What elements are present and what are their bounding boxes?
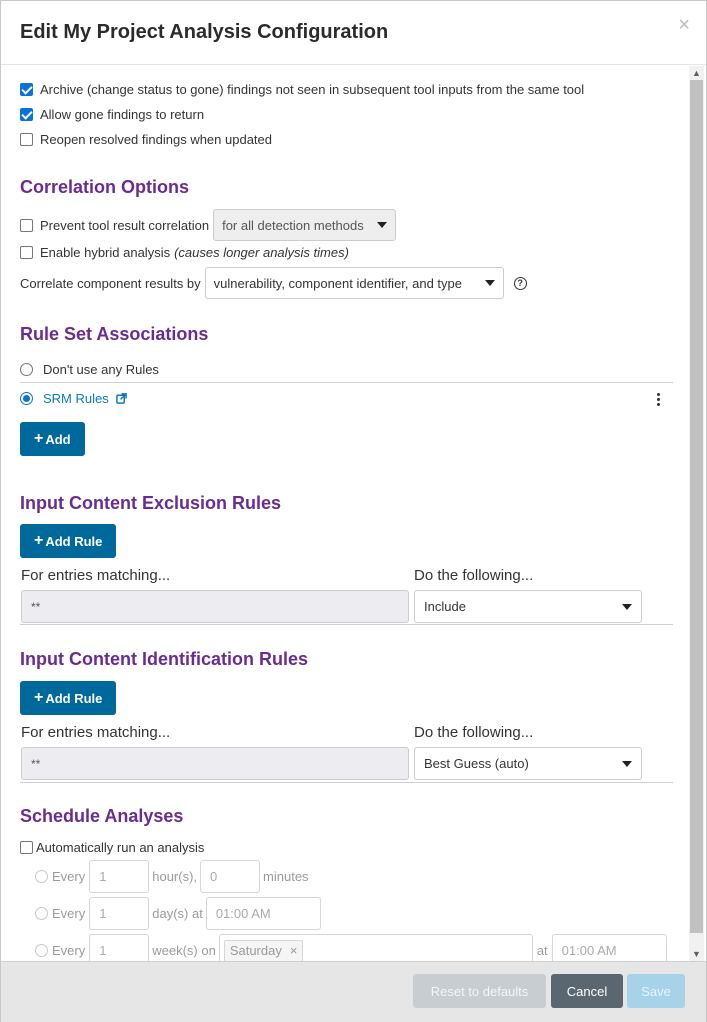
weekly-every-label: Every bbox=[52, 943, 86, 958]
remove-tag-icon[interactable]: × bbox=[289, 943, 298, 958]
days-label: day(s) at bbox=[152, 906, 203, 921]
exclusion-action-select[interactable] bbox=[414, 590, 642, 623]
scroll-up-icon[interactable]: ▲ bbox=[692, 68, 701, 78]
identification-action-header: Do the following... bbox=[414, 724, 534, 741]
close-icon[interactable]: × bbox=[678, 14, 690, 36]
correlate-by-row bbox=[20, 267, 527, 299]
hourly-every-label: Every bbox=[52, 869, 86, 884]
plus-icon: + bbox=[34, 689, 44, 706]
reopen-resolved-label: Reopen resolved findings when updated bbox=[40, 132, 273, 147]
more-options-icon[interactable] bbox=[657, 393, 661, 408]
identification-pattern-input[interactable]: ** bbox=[21, 747, 409, 780]
schedule-weekly-row bbox=[35, 934, 667, 961]
hybrid-analysis-checkbox[interactable] bbox=[20, 246, 33, 259]
hybrid-analysis-row bbox=[20, 245, 349, 260]
divider bbox=[20, 382, 673, 383]
auto-run-checkbox[interactable] bbox=[20, 841, 33, 854]
prevent-correlation-label: Prevent tool result correlation bbox=[40, 217, 210, 233]
identification-rules-title: Input Content Identification Rules bbox=[20, 649, 308, 669]
weekday-select[interactable] bbox=[219, 934, 533, 961]
correlate-by-select[interactable] bbox=[205, 267, 504, 299]
external-link-icon bbox=[116, 393, 127, 404]
prevent-correlation-checkbox[interactable] bbox=[20, 219, 33, 232]
add-exclusion-rule-label: Add Rule bbox=[45, 533, 103, 549]
schedule-analyses-title: Schedule Analyses bbox=[20, 806, 184, 826]
schedule-daily-row bbox=[35, 897, 321, 930]
detection-methods-select[interactable] bbox=[213, 209, 396, 241]
srm-rules-row bbox=[20, 391, 127, 406]
archive-findings-row bbox=[20, 82, 584, 97]
schedule-hourly-row bbox=[35, 860, 309, 893]
save-button[interactable]: Save bbox=[627, 974, 685, 1008]
add-rule-set-label: Add bbox=[45, 431, 71, 447]
identification-match-header: For entries matching... bbox=[21, 724, 171, 741]
exclusion-pattern-input[interactable]: ** bbox=[21, 590, 409, 623]
srm-rules-label: SRM Rules bbox=[43, 391, 109, 406]
reopen-resolved-row bbox=[20, 132, 272, 147]
exclusion-action-header: Do the following... bbox=[414, 567, 534, 584]
modal-body[interactable] bbox=[1, 66, 690, 961]
weekday-tag-label: Saturday bbox=[229, 943, 282, 958]
weeks-label: week(s) on bbox=[152, 943, 216, 958]
identification-action-select[interactable] bbox=[414, 747, 642, 780]
add-identification-rule-button[interactable] bbox=[20, 681, 116, 715]
hours-label: hour(s), bbox=[152, 869, 198, 884]
no-rules-radio[interactable] bbox=[20, 363, 33, 376]
minutes-label: minutes bbox=[263, 869, 309, 884]
modal-title: Edit My Project Analysis Configuration bbox=[20, 21, 389, 43]
plus-icon: + bbox=[34, 430, 44, 447]
chevron-down-icon bbox=[622, 604, 632, 610]
archive-findings-checkbox[interactable] bbox=[20, 83, 33, 96]
chevron-down-icon bbox=[622, 761, 632, 767]
add-rule-set-button[interactable] bbox=[20, 422, 85, 456]
divider bbox=[20, 624, 673, 625]
allow-gone-checkbox[interactable] bbox=[20, 108, 33, 121]
daily-every-label: Every bbox=[52, 906, 86, 921]
add-identification-rule-label: Add Rule bbox=[45, 690, 103, 706]
srm-rules-link[interactable] bbox=[43, 391, 127, 406]
rule-set-associations-title: Rule Set Associations bbox=[20, 324, 209, 344]
modal-header bbox=[1, 1, 706, 65]
hybrid-analysis-note: (causes longer analysis times) bbox=[174, 245, 349, 260]
weeks-input[interactable]: 1 bbox=[89, 934, 149, 961]
reopen-resolved-checkbox[interactable] bbox=[20, 133, 33, 146]
daily-radio[interactable] bbox=[35, 907, 48, 920]
allow-gone-label: Allow gone findings to return bbox=[40, 107, 205, 122]
correlation-options-title: Correlation Options bbox=[20, 177, 190, 197]
reset-to-defaults-button[interactable]: Reset to defaults bbox=[413, 974, 546, 1008]
chevron-down-icon bbox=[377, 222, 387, 228]
weekly-radio[interactable] bbox=[35, 944, 48, 957]
exclusion-rules-title: Input Content Exclusion Rules bbox=[20, 493, 282, 513]
hybrid-analysis-label: Enable hybrid analysis bbox=[40, 245, 171, 260]
allow-gone-row bbox=[20, 107, 204, 122]
scrollbar-thumb[interactable] bbox=[690, 80, 703, 933]
exclusion-match-header: For entries matching... bbox=[21, 567, 171, 584]
srm-rules-radio[interactable] bbox=[20, 392, 33, 405]
weekly-time-input[interactable]: 01:00 AM bbox=[552, 934, 667, 961]
daily-time-input[interactable]: 01:00 AM bbox=[206, 897, 321, 930]
modal-footer bbox=[1, 961, 706, 1022]
hours-input[interactable]: 1 bbox=[89, 860, 149, 893]
no-rules-label: Don't use any Rules bbox=[43, 362, 159, 377]
weekly-at-label: at bbox=[536, 943, 548, 958]
correlate-by-value: vulnerability, component identifier, and type bbox=[213, 275, 463, 291]
plus-icon: + bbox=[34, 532, 44, 549]
days-input[interactable]: 1 bbox=[89, 897, 149, 930]
scroll-down-icon[interactable]: ▼ bbox=[692, 949, 701, 959]
exclusion-action-value: Include bbox=[424, 599, 466, 614]
weekday-tag bbox=[224, 940, 304, 962]
help-icon[interactable]: ? bbox=[514, 277, 527, 290]
auto-run-row bbox=[20, 840, 204, 855]
cancel-button[interactable]: Cancel bbox=[551, 974, 623, 1008]
prevent-correlation-row bbox=[20, 209, 396, 241]
vertical-scrollbar[interactable] bbox=[689, 66, 704, 961]
hourly-radio[interactable] bbox=[35, 870, 48, 883]
no-rules-row bbox=[20, 362, 159, 377]
divider bbox=[20, 782, 673, 783]
add-exclusion-rule-button[interactable] bbox=[20, 524, 116, 558]
minutes-input[interactable]: 0 bbox=[200, 860, 260, 893]
correlate-by-label: Correlate component results by bbox=[20, 275, 201, 291]
chevron-down-icon bbox=[485, 280, 495, 286]
identification-action-value: Best Guess (auto) bbox=[424, 756, 529, 771]
archive-findings-label: Archive (change status to gone) findings not seen in subsequent tool inputs from the same tool bbox=[40, 82, 585, 97]
detection-methods-value: for all detection methods bbox=[222, 217, 364, 233]
auto-run-label: Automatically run an analysis bbox=[36, 840, 205, 855]
